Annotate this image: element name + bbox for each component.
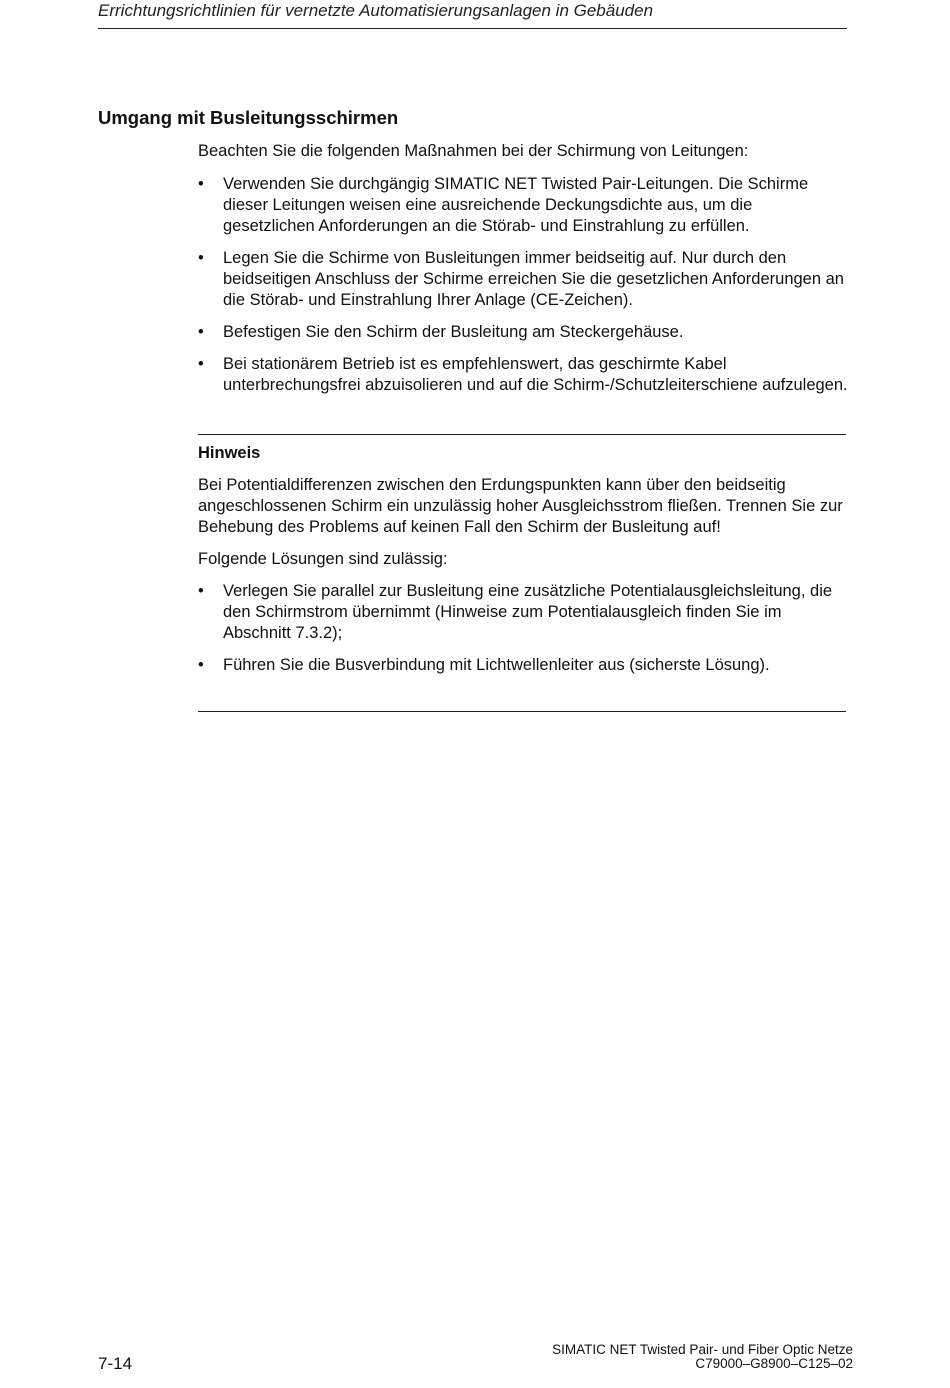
footer-product: SIMATIC NET Twisted Pair- und Fiber Optic Netze <box>552 1342 853 1357</box>
note-title: Hinweis <box>198 444 261 462</box>
running-header <box>98 0 847 29</box>
bullet-glyph: • <box>198 582 204 600</box>
list-item <box>198 322 848 343</box>
list-item-text: Führen Sie die Busverbindung mit Lichtwellenleiter aus (sicherste Lösung). <box>223 656 770 674</box>
bullet-glyph: • <box>198 355 204 373</box>
list-item <box>198 354 848 396</box>
list-item-text: Verlegen Sie parallel zur Busleitung eine zusätzliche Potentialausgleichsleitung, die den Schirmstrom übernimmt (Hinweise zum Potentialausgleich finden Sie im Abschnitt 7.3.2); <box>223 582 833 642</box>
note-text: Bei Potentialdifferenzen zwischen den Erdungspunkten kann über den beidseitig angeschlossenen Schirm ein unzulässig hoher Ausgleichsstrom fließen. Trennen Sie zur Behebung des Problems auf keinen Fall den Schirm der Busleitung auf! <box>198 476 843 536</box>
note-solutions-intro: Folgende Lösungen sind zulässig: <box>198 550 448 568</box>
section-intro: Beachten Sie die folgenden Maßnahmen bei der Schirmung von Leitungen: <box>198 142 749 160</box>
bullet-glyph: • <box>198 323 204 341</box>
footer-doc-number: C79000–G8900–C125–02 <box>695 1356 853 1371</box>
bullet-glyph: • <box>198 249 204 267</box>
note-bullet-list <box>198 581 846 676</box>
bullet-glyph: • <box>198 175 204 193</box>
page-number: 7-14 <box>98 1354 133 1373</box>
running-header-text: Errichtungsrichtlinien für vernetzte Automatisierungsanlagen in Gebäuden <box>98 1 654 20</box>
list-item <box>198 655 846 676</box>
note-body <box>198 475 846 687</box>
list-item-text: Bei stationärem Betrieb ist es empfehlenswert, das geschirmte Kabel unterbrechungsfrei abzuisolieren und auf die Schirm-/Schutzleiterschiene aufzulegen. <box>223 355 848 394</box>
list-item <box>198 581 846 644</box>
list-item <box>198 174 848 237</box>
note-box <box>198 434 846 712</box>
footer-doc-info <box>552 1343 853 1371</box>
section-bullet-list <box>198 174 848 396</box>
list-item <box>198 248 848 311</box>
section-content <box>198 141 848 407</box>
section-heading: Umgang mit Busleitungsschirmen <box>98 107 399 128</box>
bullet-glyph: • <box>198 656 204 674</box>
list-item-text: Befestigen Sie den Schirm der Busleitung am Steckergehäuse. <box>223 323 684 341</box>
list-item-text: Legen Sie die Schirme von Busleitungen immer beidseitig auf. Nur durch den beidseitigen Anschluss der Schirme erreichen Sie die gesetzlichen Anforderungen an die Störab- und Einstrahlung Ihrer Anlage (CE-Zeichen). <box>223 249 844 309</box>
list-item-text: Verwenden Sie durchgängig SIMATIC NET Twisted Pair-Leitungen. Die Schirme dieser Leitungen weisen eine ausreichende Deckungsdichte aus, um die gesetzlichen Anforderungen an die Störab- und Einstrahlung zu erfüllen. <box>223 175 809 235</box>
